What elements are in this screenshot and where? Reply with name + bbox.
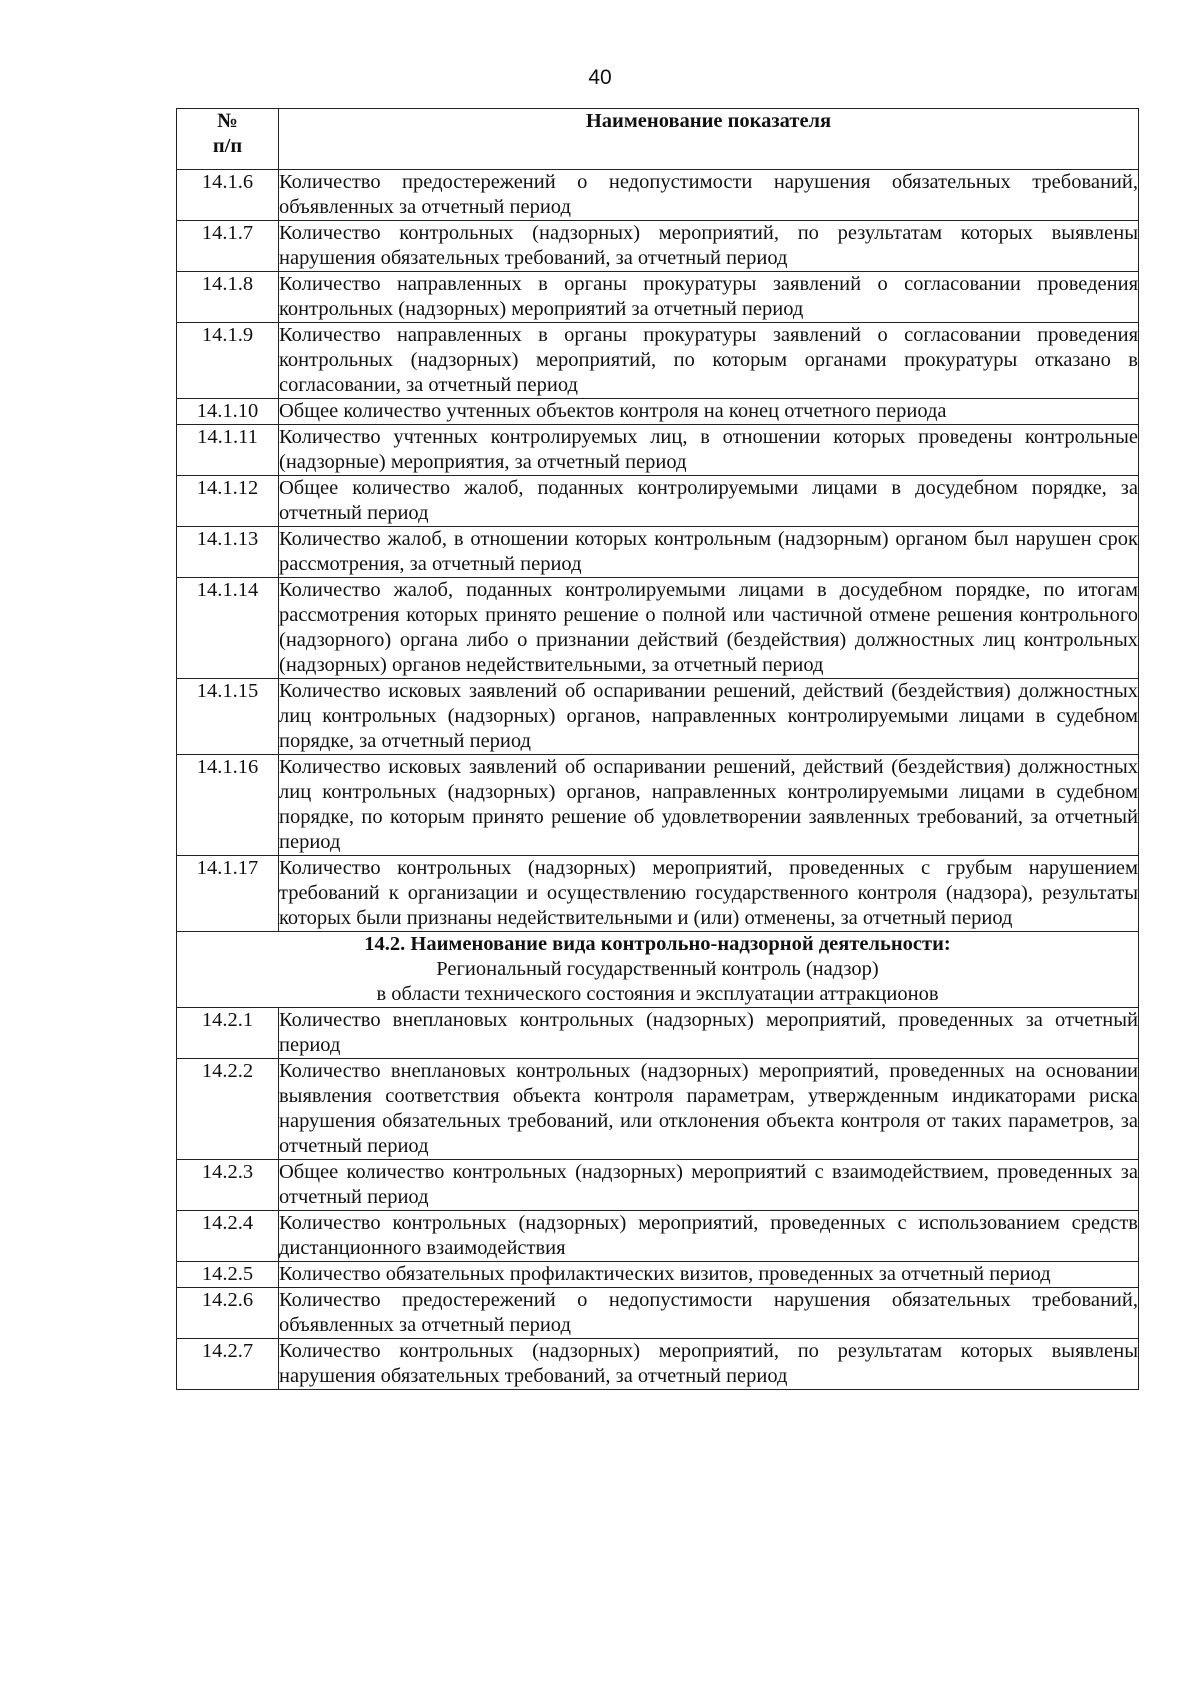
- table-row: [177, 425, 1139, 476]
- section-heading-row: [177, 932, 1139, 1008]
- table-row: [177, 1211, 1139, 1262]
- row-number: 14.1.16: [177, 755, 279, 856]
- row-indicator-name: Количество предостережений о недопустимости нарушения обязательных требований, объявленных за отчетный период: [279, 1288, 1139, 1339]
- table-row: [177, 323, 1139, 399]
- row-indicator-name: Количество учтенных контролируемых лиц, в отношении которых проведены контрольные (надзорные) мероприятия, за отчетный период: [279, 425, 1139, 476]
- section-title: 14.2. Наименование вида контрольно-надзорной деятельности:: [364, 933, 951, 955]
- row-number: 14.1.13: [177, 527, 279, 578]
- table-header-row: [177, 109, 1139, 170]
- table-row: [177, 578, 1139, 679]
- section-subtitle-line1: Региональный государственный контроль (надзор): [436, 958, 879, 980]
- row-number: 14.2.5: [177, 1262, 279, 1288]
- row-indicator-name: Общее количество учтенных объектов контроля на конец отчетного периода: [279, 399, 1139, 425]
- row-indicator-name: Количество контрольных (надзорных) мероприятий, по результатам которых выявлены нарушения обязательных требований, за отчетный период: [279, 1339, 1139, 1390]
- row-number: 14.1.6: [177, 170, 279, 221]
- row-indicator-name: Количество жалоб, поданных контролируемыми лицами в досудебном порядке, по итогам рассмотрения которых принято решение о полной или частичной отмене решения контрольного (надзорного) органа либо о признании действий (бездействия) должностных лиц контрольных (надзорных) органов недействительными, за отчетный период: [279, 578, 1139, 679]
- table-row: [177, 476, 1139, 527]
- row-number: 14.1.15: [177, 679, 279, 755]
- row-number: 14.2.3: [177, 1160, 279, 1211]
- column-header-number-line2: п/п: [212, 135, 243, 157]
- row-number: 14.1.8: [177, 272, 279, 323]
- table-body-section-14-2: [177, 1008, 1139, 1390]
- row-number: 14.1.7: [177, 221, 279, 272]
- row-indicator-name: Количество предостережений о недопустимости нарушения обязательных требований, объявленных за отчетный период: [279, 170, 1139, 221]
- section-subtitle-line2: в области технического состояния и эксплуатации аттракционов: [376, 983, 939, 1005]
- row-indicator-name: Количество контрольных (надзорных) мероприятий, проведенных с грубым нарушением требований к организации и осуществлению государственного контроля (надзора), результаты которых были признаны недействительными и (или) отменены, за отчетный период: [279, 856, 1139, 932]
- table-row: [177, 1059, 1139, 1160]
- column-header-name: Наименование показателя: [279, 109, 1139, 170]
- row-indicator-name: Количество контрольных (надзорных) мероприятий, по результатам которых выявлены нарушения обязательных требований, за отчетный период: [279, 221, 1139, 272]
- row-number: 14.1.11: [177, 425, 279, 476]
- row-indicator-name: Количество внеплановых контрольных (надзорных) мероприятий, проведенных на основании выявления соответствия объекта контроля параметрам, утвержденным индикаторами риска нарушения обязательных требований, или отклонения объекта контроля от таких параметров, за отчетный период: [279, 1059, 1139, 1160]
- row-number: 14.2.6: [177, 1288, 279, 1339]
- table-body-section-14-2-heading: [177, 932, 1139, 1008]
- column-header-number: [177, 109, 279, 170]
- row-number: 14.1.14: [177, 578, 279, 679]
- indicators-table: [176, 108, 1139, 1390]
- row-number: 14.2.4: [177, 1211, 279, 1262]
- row-indicator-name: Количество внеплановых контрольных (надзорных) мероприятий, проведенных за отчетный период: [279, 1008, 1139, 1059]
- row-indicator-name: Количество исковых заявлений об оспаривании решений, действий (бездействия) должностных лиц контрольных (надзорных) органов, направленных контролируемыми лицами в судебном порядке, по которым принято решение об удовлетворении заявленных требований, за отчетный период: [279, 755, 1139, 856]
- row-indicator-name: Количество жалоб, в отношении которых контрольным (надзорным) органом был нарушен срок рассмотрения, за отчетный период: [279, 527, 1139, 578]
- row-number: 14.1.10: [177, 399, 279, 425]
- table-row: [177, 272, 1139, 323]
- column-header-number-line1: №: [217, 110, 238, 132]
- section-heading-cell: [177, 932, 1139, 1008]
- table-body-section-14-1: [177, 170, 1139, 932]
- row-indicator-name: Общее количество жалоб, поданных контролируемыми лицами в досудебном порядке, за отчетный период: [279, 476, 1139, 527]
- table-row: [177, 1339, 1139, 1390]
- table-row: [177, 1262, 1139, 1288]
- row-indicator-name: Количество исковых заявлений об оспаривании решений, действий (бездействия) должностных лиц контрольных (надзорных) органов, направленных контролируемыми лицами в судебном порядке, за отчетный период: [279, 679, 1139, 755]
- row-number: 14.2.7: [177, 1339, 279, 1390]
- row-number: 14.2.1: [177, 1008, 279, 1059]
- row-indicator-name: Общее количество контрольных (надзорных) мероприятий с взаимодействием, проведенных за отчетный период: [279, 1160, 1139, 1211]
- row-number: 14.1.17: [177, 856, 279, 932]
- row-indicator-name: Количество обязательных профилактических визитов, проведенных за отчетный период: [279, 1262, 1139, 1288]
- row-number: 14.1.9: [177, 323, 279, 399]
- table-row: [177, 679, 1139, 755]
- table-row: [177, 1160, 1139, 1211]
- table-row: [177, 170, 1139, 221]
- row-indicator-name: Количество контрольных (надзорных) мероприятий, проведенных с использованием средств дистанционного взаимодействия: [279, 1211, 1139, 1262]
- table-row: [177, 221, 1139, 272]
- row-indicator-name: Количество направленных в органы прокуратуры заявлений о согласовании проведения контрольных (надзорных) мероприятий, по которым органами прокуратуры отказано в согласовании, за отчетный период: [279, 323, 1139, 399]
- table-row: [177, 856, 1139, 932]
- row-indicator-name: Количество направленных в органы прокуратуры заявлений о согласовании проведения контрольных (надзорных) мероприятий за отчетный период: [279, 272, 1139, 323]
- table-row: [177, 1008, 1139, 1059]
- table-row: [177, 755, 1139, 856]
- table-row: [177, 1288, 1139, 1339]
- row-number: 14.2.2: [177, 1059, 279, 1160]
- row-number: 14.1.12: [177, 476, 279, 527]
- table-row: [177, 399, 1139, 425]
- page-number: 40: [588, 66, 612, 89]
- table-row: [177, 527, 1139, 578]
